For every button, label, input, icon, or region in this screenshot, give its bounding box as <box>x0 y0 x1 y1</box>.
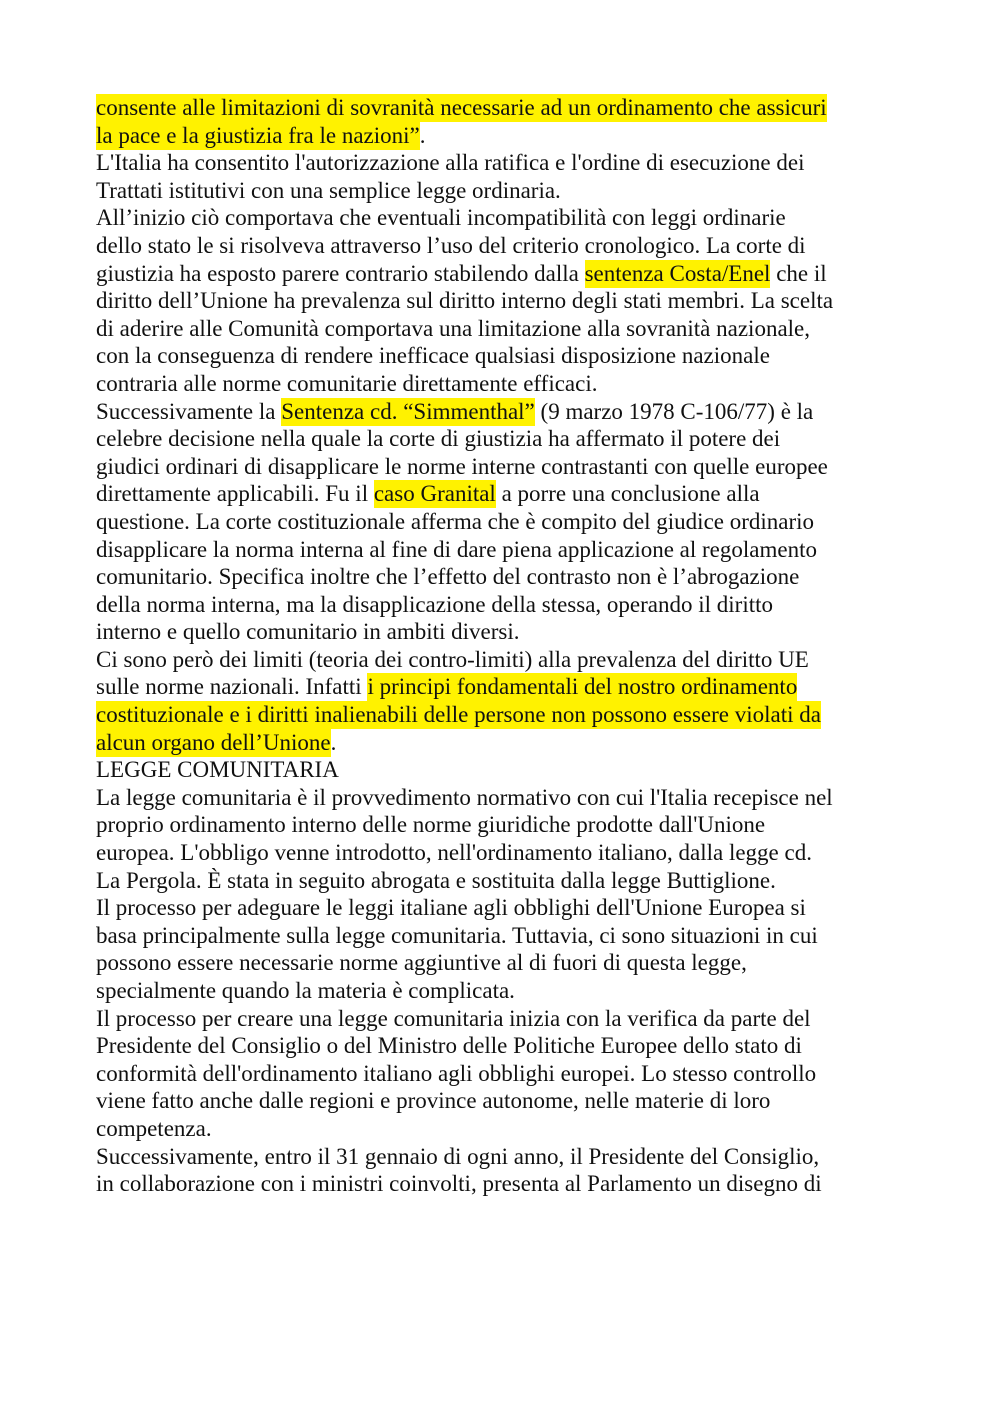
highlighted-text: sentenza Costa/Enel <box>584 260 771 286</box>
text-line <box>96 480 926 508</box>
text-line <box>96 260 926 288</box>
text-line <box>96 977 926 1005</box>
text-segment: comunitario. Specifica inoltre che l’effetto del contrasto non è l’abrogazione <box>96 564 800 590</box>
text-line <box>96 122 926 150</box>
text-line <box>96 618 926 646</box>
text-segment: con la conseguenza di rendere inefficace qualsiasi disposizione nazionale <box>96 343 770 369</box>
text-line <box>96 149 926 177</box>
text-line <box>96 563 926 591</box>
text-line <box>96 1170 926 1198</box>
text-segment: in collaborazione con i ministri coinvolti, presenta al Parlamento un disegno di <box>96 1171 822 1197</box>
text-line <box>96 591 926 619</box>
highlighted-text: i principi fondamentali del nostro ordinamento <box>367 674 798 700</box>
text-segment: Il processo per creare una legge comunitaria inizia con la verifica da parte del <box>96 1005 811 1031</box>
highlighted-text: Sentenza cd. “Simmenthal” <box>281 398 535 424</box>
text-line <box>96 811 926 839</box>
text-line <box>96 287 926 315</box>
text-segment: conformità dell'ordinamento italiano agli obblighi europei. Lo stesso controllo <box>96 1060 817 1086</box>
text-line <box>96 894 926 922</box>
text-line <box>96 1005 926 1033</box>
text-segment: possono essere necessarie norme aggiuntive al di fuori di questa legge, <box>96 950 747 976</box>
text-line <box>96 1143 926 1171</box>
text-line <box>96 342 926 370</box>
text-segment: All’inizio ciò comportava che eventuali incompatibilità con leggi ordinarie <box>96 205 786 231</box>
text-line <box>96 232 926 260</box>
text-segment: europea. L'obbligo venne introdotto, nell'ordinamento italiano, dalla legge cd. <box>96 840 812 866</box>
text-segment: giudici ordinari di disapplicare le norme interne contrastanti con quelle europee <box>96 453 828 479</box>
text-segment: questione. La corte costituzionale afferma che è compito del giudice ordinario <box>96 508 815 534</box>
text-line <box>96 701 926 729</box>
text-segment: basa principalmente sulla legge comunitaria. Tuttavia, ci sono situazioni in cui <box>96 922 818 948</box>
text-line <box>96 1032 926 1060</box>
text-segment: . <box>419 122 426 148</box>
text-line <box>96 673 926 701</box>
document-body-text <box>96 94 926 1198</box>
text-segment: direttamente applicabili. Fu il <box>96 481 374 507</box>
text-segment: . <box>330 729 337 755</box>
highlighted-text: consente alle limitazioni di sovranità necessarie ad un ordinamento che assicuri <box>96 95 827 120</box>
text-segment: di aderire alle Comunità comportava una limitazione alla sovranità nazionale, <box>96 315 810 341</box>
text-segment: sulle norme nazionali. Infatti <box>96 674 368 700</box>
text-line <box>96 370 926 398</box>
text-line <box>96 536 926 564</box>
text-segment: L'Italia ha consentito l'autorizzazione alla ratifica e l'ordine di esecuzione dei <box>96 150 805 176</box>
text-line <box>96 784 926 812</box>
text-segment: La legge comunitaria è il provvedimento normativo con cui l'Italia recepisce nel <box>96 784 833 810</box>
text-line <box>96 177 926 205</box>
text-segment: celebre decisione nella quale la corte di giustizia ha affermato il potere dei <box>96 426 781 452</box>
text-segment: LEGGE COMUNITARIA <box>96 757 339 783</box>
text-line <box>96 949 926 977</box>
text-segment: che il <box>770 260 827 286</box>
text-segment: diritto dell’Unione ha prevalenza sul diritto interno degli stati membri. La scelta <box>96 288 834 314</box>
text-line <box>96 756 926 784</box>
text-line <box>96 398 926 426</box>
highlighted-text: alcun organo dell’Unione <box>96 729 331 755</box>
text-line <box>96 1060 926 1088</box>
highlighted-text: la pace e la giustizia fra le nazioni” <box>96 122 420 148</box>
text-line <box>96 94 926 122</box>
text-line <box>96 425 926 453</box>
text-segment: Successivamente, entro il 31 gennaio di ogni anno, il Presidente del Consiglio, <box>96 1143 820 1169</box>
text-line <box>96 729 926 757</box>
highlighted-text: caso Granital <box>373 481 496 507</box>
text-segment: viene fatto anche dalle regioni e province autonome, nelle materie di loro <box>96 1088 771 1114</box>
text-segment: Presidente del Consiglio o del Ministro delle Politiche Europee dello stato di <box>96 1033 802 1059</box>
text-line <box>96 867 926 895</box>
text-line <box>96 646 926 674</box>
text-segment: giustizia ha esposto parere contrario stabilendo dalla <box>96 260 585 286</box>
text-segment: dello stato le si risolveva attraverso l’uso del criterio cronologico. La corte di <box>96 232 806 258</box>
text-segment: contraria alle norme comunitarie direttamente efficaci. <box>96 370 598 396</box>
text-segment: Ci sono però dei limiti (teoria dei contro-limiti) alla prevalenza del diritto UE <box>96 646 809 672</box>
text-line <box>96 1115 926 1143</box>
highlighted-text: costituzionale e i diritti inalienabili delle persone non possono essere violati da <box>96 702 821 728</box>
text-segment: a porre una conclusione alla <box>495 481 760 507</box>
text-line <box>96 508 926 536</box>
text-segment: La Pergola. È stata in seguito abrogata e sostituita dalla legge Buttiglione. <box>96 867 776 893</box>
text-segment: (9 marzo 1978 C-106/77) è la <box>534 398 814 424</box>
text-segment: competenza. <box>96 1115 212 1141</box>
text-line <box>96 204 926 232</box>
text-segment: proprio ordinamento interno delle norme giuridiche prodotte dall'Unione <box>96 812 766 838</box>
text-segment: Il processo per adeguare le leggi italiane agli obblighi dell'Unione Europea si <box>96 895 806 921</box>
text-segment: Trattati istitutivi con una semplice legge ordinaria. <box>96 177 561 203</box>
text-line <box>96 453 926 481</box>
text-segment: specialmente quando la materia è complicata. <box>96 978 515 1003</box>
text-segment: disapplicare la norma interna al fine di dare piena applicazione al regolamento <box>96 536 817 562</box>
text-segment: interno e quello comunitario in ambiti diversi. <box>96 619 520 645</box>
text-line <box>96 315 926 343</box>
text-segment: della norma interna, ma la disapplicazione della stessa, operando il diritto <box>96 591 773 617</box>
text-line <box>96 922 926 950</box>
text-line <box>96 839 926 867</box>
text-line <box>96 1087 926 1115</box>
text-segment: Successivamente la <box>96 398 282 424</box>
